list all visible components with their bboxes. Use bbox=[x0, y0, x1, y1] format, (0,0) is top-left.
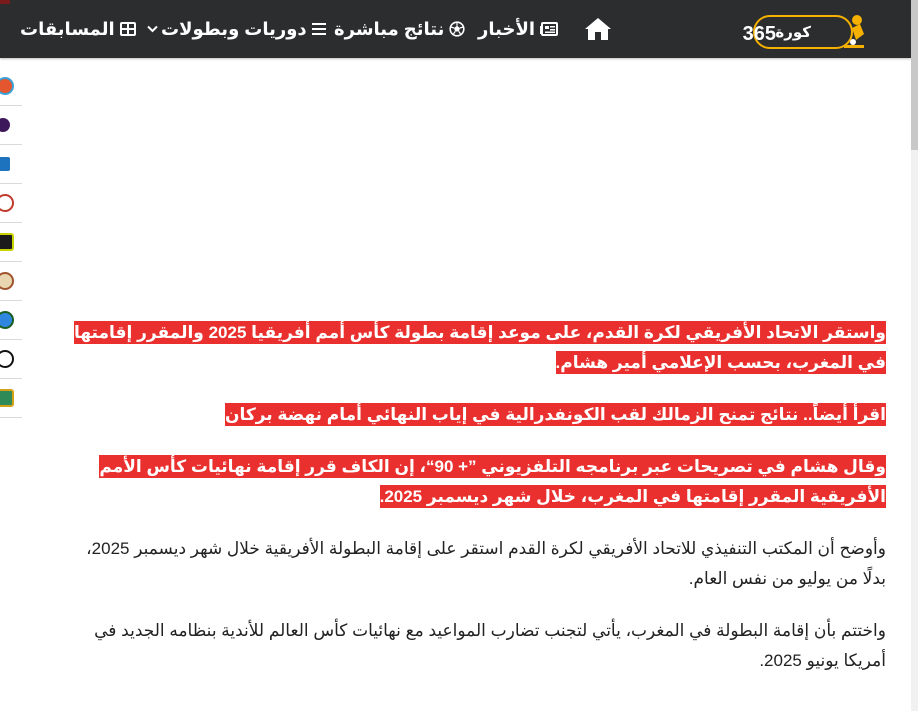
sidebar-league-9[interactable] bbox=[0, 379, 22, 418]
nav-item-live-results[interactable] bbox=[334, 0, 465, 58]
league-logo-icon bbox=[0, 194, 14, 212]
highlight-text: واستقر الاتحاد الأفريقي لكرة القدم، على موعد إقامة بطولة كأس أمم أفريقيا 2025 والمقرر إقامتها في المغرب، بحسب الإعلامي أمير هشام. bbox=[73, 323, 886, 372]
article-paragraph: وأوضح أن المكتب التنفيذي للاتحاد الأفريقي لكرة القدم استقر على إقامة البطولة الأفريقية خلال شهر ديسمبر 2025، بدلًا من يوليو من نفس العام. bbox=[86, 539, 886, 588]
newspaper-icon bbox=[540, 22, 558, 36]
home-icon bbox=[583, 16, 613, 42]
sidebar-league-6[interactable] bbox=[0, 262, 22, 301]
nav-news-label: الأخبار bbox=[478, 18, 536, 39]
premier-league-icon bbox=[0, 118, 10, 132]
article-paragraph-highlighted bbox=[60, 318, 886, 378]
sidebar-league-8[interactable] bbox=[0, 340, 22, 379]
nav-competitions-label: المسابقات bbox=[20, 18, 115, 39]
logo-number: 365 bbox=[742, 23, 776, 45]
home-button[interactable] bbox=[581, 0, 615, 58]
league-logo-icon bbox=[0, 233, 14, 251]
sidebar-league-3[interactable] bbox=[0, 145, 22, 184]
soccer-ball-icon bbox=[449, 21, 465, 37]
nav-leagues-label: دوريات وبطولات bbox=[161, 18, 307, 39]
scrollbar-thumb[interactable] bbox=[911, 0, 918, 150]
chevron-down-icon bbox=[147, 25, 158, 33]
page-scrollbar[interactable] bbox=[911, 0, 918, 711]
sidebar-league-1[interactable] bbox=[0, 67, 22, 106]
logo-graphic bbox=[742, 6, 872, 50]
list-icon bbox=[312, 22, 326, 36]
read-also-link-paragraph bbox=[60, 400, 886, 430]
read-also-link[interactable]: اقرأ أيضاً.. نتائج تمنح الزمالك لقب الكونفدرالية في إياب النهائي أمام نهضة بركان bbox=[224, 405, 886, 424]
grid-icon bbox=[120, 22, 136, 36]
top-navbar bbox=[0, 0, 911, 58]
sidebar-league-2[interactable] bbox=[0, 106, 22, 145]
league-logo-icon bbox=[0, 157, 10, 171]
sidebar-league-5[interactable] bbox=[0, 223, 22, 262]
edge-marker bbox=[0, 0, 10, 4]
sidebar-league-4[interactable] bbox=[0, 184, 22, 223]
nav-item-news[interactable] bbox=[478, 0, 558, 58]
nav-item-competitions[interactable] bbox=[20, 0, 136, 58]
article-body bbox=[60, 318, 886, 698]
globe-icon bbox=[0, 311, 14, 329]
article-paragraph-highlighted bbox=[60, 452, 886, 512]
league-logo-icon bbox=[0, 389, 14, 407]
highlight-text: وقال هشام في تصريحات عبر برنامجه التلفزيوني ”+ 90“، إن الكاف قرر إقامة نهائيات كأس الأمم الأفريقية المقرر إقامتها في المغرب، خلال شهر ديسمبر 2025. bbox=[99, 457, 886, 506]
sidebar-league-7[interactable] bbox=[0, 301, 22, 340]
league-logo-icon bbox=[0, 77, 14, 95]
nav-live-label: نتائج مباشرة bbox=[334, 18, 445, 39]
soccer-ball-icon bbox=[0, 350, 14, 368]
article-paragraph: واختتم بأن إقامة البطولة في المغرب، يأتي لتجنب تضارب المواعيد مع نهائيات كأس العالم للأندية بنظامه الجديد في أمريكا يونيو 2025. bbox=[94, 621, 886, 670]
league-logo-icon bbox=[0, 272, 14, 290]
logo-word: كورة bbox=[775, 23, 811, 41]
site-logo[interactable] bbox=[742, 6, 872, 50]
nav-item-leagues[interactable] bbox=[147, 0, 326, 58]
